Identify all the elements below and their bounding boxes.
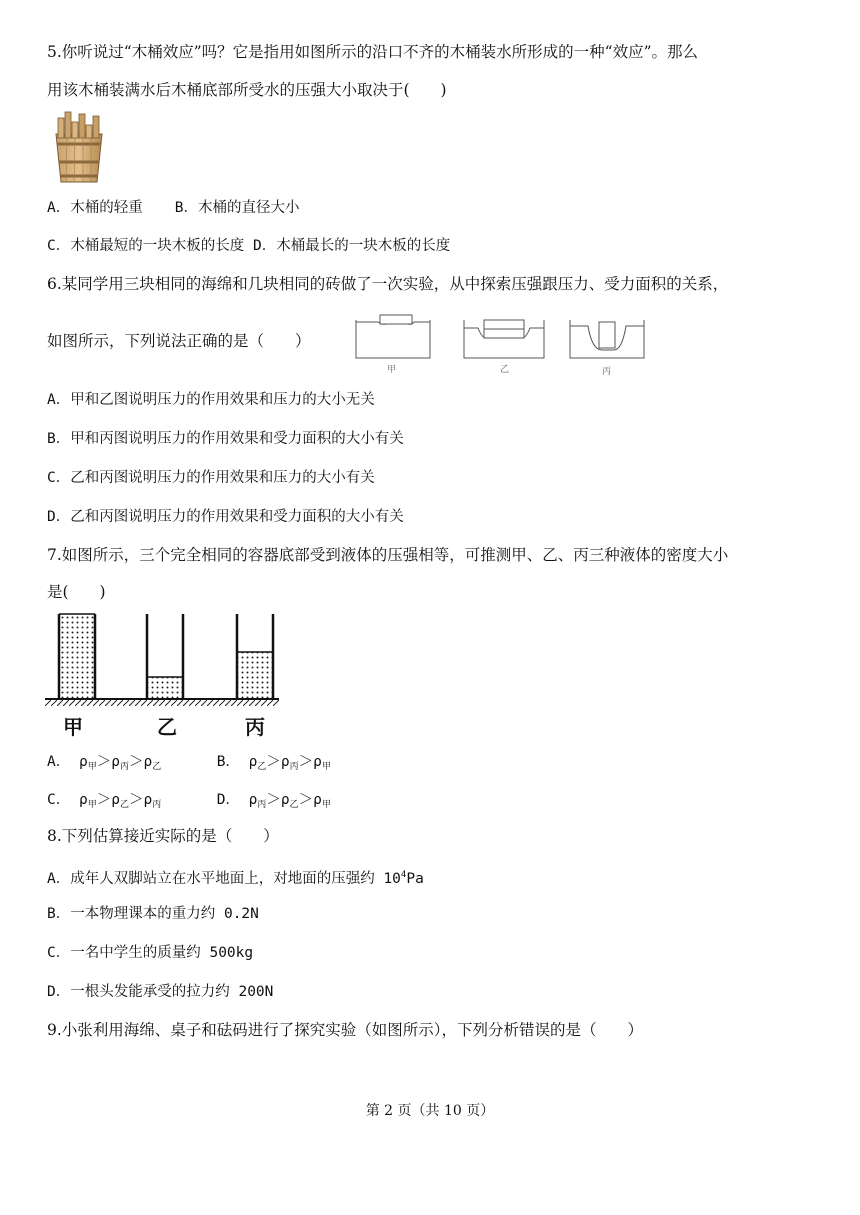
- container-yi-liquid: [147, 677, 183, 698]
- container-jia-liquid: [59, 614, 95, 698]
- q6-option-d: D．乙和丙图说明压力的作用效果和受力面积的大小有关: [47, 509, 404, 525]
- fig6-label-jia: 甲: [387, 365, 397, 375]
- q8-option-c: C．一名中学生的质量约 500kg: [47, 945, 254, 961]
- q5-stem-line1: 5.你听说过“木桶效应”吗？它是指用如图所示的沿口不齐的木桶装水所形成的一种“效应”。那么: [47, 43, 698, 61]
- q7-stem-line1: 7.如图所示，三个完全相同的容器底部受到液体的压强相等，可推测甲、乙、丙三种液体的密度大小: [47, 546, 729, 564]
- q6-stem-line1: 6.某同学用三块相同的海绵和几块相同的砖做了一次实验，从中探索压强跟压力、受力面积的关系，: [47, 275, 729, 293]
- q6-option-c: C．乙和丙图说明压力的作用效果和压力的大小有关: [47, 470, 375, 486]
- fig7-label-jia: 甲: [63, 715, 83, 739]
- q7-option-cd: C． $\rho_甲>\rho_乙>\rho_丙$ D． $\rho_丙>\rho_乙>\rho_甲$: [47, 792, 331, 810]
- q8-option-a: A．成年人双脚站立在水平地面上，对地面的压强约 $10^4Pa$: [47, 870, 424, 887]
- q8-stem: 8.下列估算接近实际的是（ ）: [47, 827, 279, 845]
- q5-option-a: A．木桶的轻重 B．木桶的直径大小: [47, 200, 300, 216]
- three-containers-figure: [45, 610, 285, 740]
- page-footer: 第 2 页（共 10 页）: [365, 1103, 495, 1119]
- q7-stem-line2: 是( ): [47, 583, 106, 601]
- q8-option-b: B．一本物理课本的重力约 0.2N: [47, 906, 259, 922]
- q6-option-b: B．甲和丙图说明压力的作用效果和受力面积的大小有关: [47, 431, 404, 447]
- q6-stem-line2: 如图所示，下列说法正确的是（ ）: [47, 332, 311, 350]
- wooden-bucket-figure: [50, 110, 108, 186]
- fig7-label-bing: 丙: [245, 715, 265, 739]
- q6-option-a: A．甲和乙图说明压力的作用效果和压力的大小无关: [47, 392, 375, 408]
- q7-option-ab: A． $\rho_甲>\rho_丙>\rho_乙$ B． $\rho_乙>\rho_丙>\rho_甲$: [47, 754, 331, 772]
- fig6-label-bing: 丙: [602, 367, 612, 377]
- container-bing-liquid: [237, 652, 273, 698]
- q8-option-d: D．一根头发能承受的拉力约 200N: [47, 984, 274, 1000]
- fig7-label-yi: 乙: [157, 715, 177, 739]
- q9-stem: 9.小张利用海绵、桌子和砝码进行了探究实验（如图所示），下列分析错误的是（ ）: [47, 1021, 644, 1039]
- fig6-label-yi: 乙: [500, 365, 510, 375]
- q5-option-cd: C．木桶最短的一块木板的长度 D．木桶最长的一块木板的长度: [47, 238, 451, 254]
- q5-stem-line2: 用该木桶装满水后木桶底部所受水的压强大小取决于( ): [47, 81, 447, 99]
- sponge-brick-figure: [352, 310, 652, 380]
